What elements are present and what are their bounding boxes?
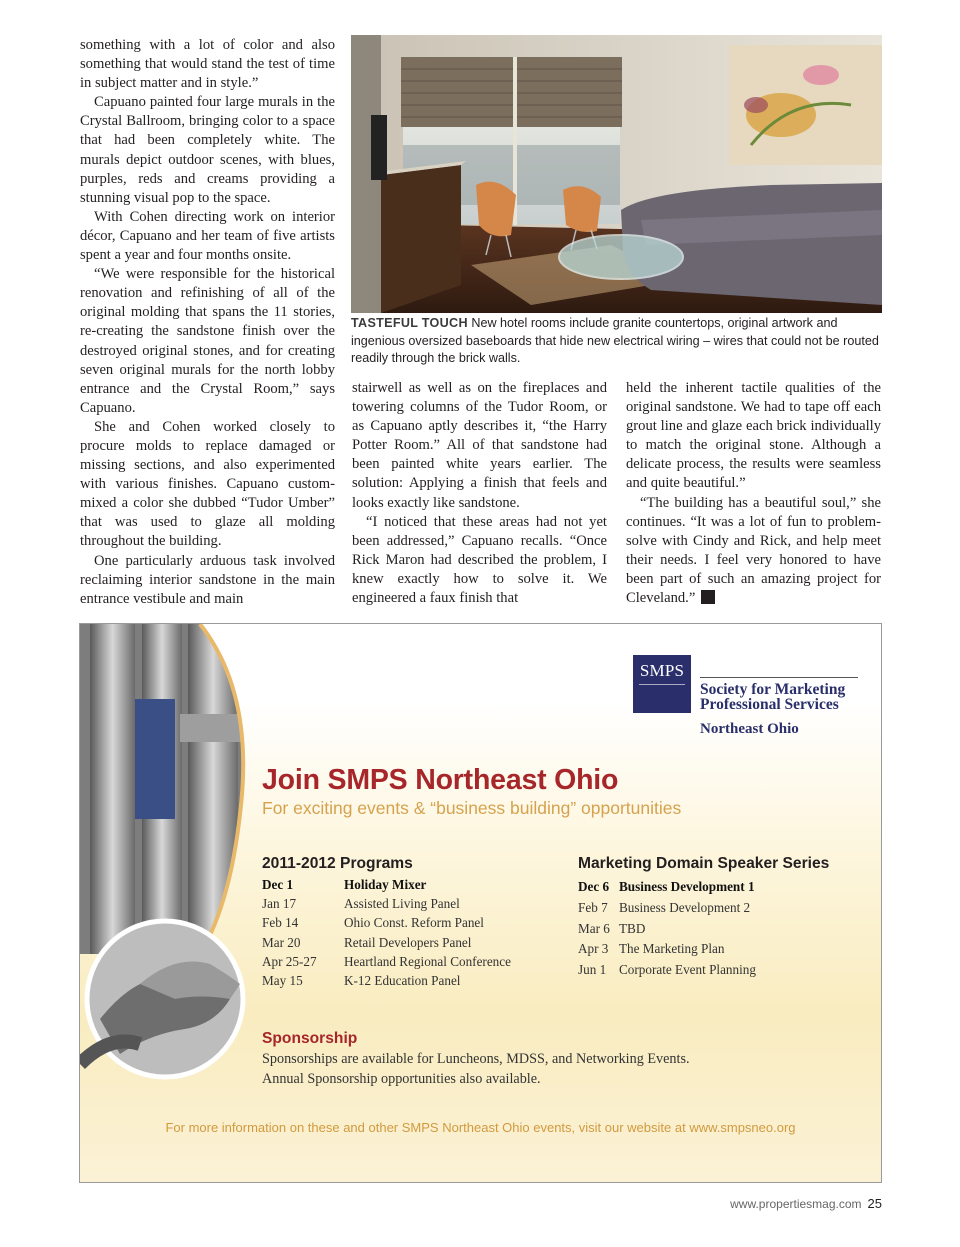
article-paragraph: She and Cohen worked closely to procure molds to replace damaged or missing sections, and also experimented with various finishes. Capuano custom-mixed a color she dubbed “Tudor Umber” that was used to glaze all molding throughout the building. bbox=[80, 418, 335, 550]
speaker-item bbox=[578, 939, 868, 960]
speaker-date: Dec 6 bbox=[578, 879, 610, 894]
org-name bbox=[700, 682, 845, 712]
speaker-event: Corporate Event Planning bbox=[619, 962, 756, 978]
smps-advertisement bbox=[79, 623, 882, 1183]
speaker-event: Business Development 1 bbox=[619, 879, 755, 894]
columns-handshake-art bbox=[80, 624, 280, 1182]
program-item bbox=[262, 913, 562, 932]
speaker-date: Apr 3 bbox=[578, 941, 609, 957]
page-number: 25 bbox=[867, 1196, 882, 1211]
photo-caption bbox=[351, 315, 882, 368]
speaker-event: TBD bbox=[619, 920, 646, 936]
article-paragraph: “We were responsible for the historical renovation and refinishing of all of the original molding that spans the 11 stories, re-creating the sandstone finish over the destroyed original stones, and for creating seven original murals for the north lobby entrance and the Crystal Room,” says Capuano. bbox=[80, 266, 335, 416]
speaker-series-list bbox=[578, 877, 868, 981]
hotel-room-photo bbox=[351, 35, 882, 313]
end-mark-icon: P bbox=[701, 590, 715, 604]
program-event: Heartland Regional Conference bbox=[344, 953, 511, 969]
org-name-line-1: Society for Marketing bbox=[700, 681, 846, 698]
program-event: Assisted Living Panel bbox=[344, 896, 460, 912]
program-event: Ohio Const. Reform Panel bbox=[344, 915, 484, 931]
page-footer bbox=[730, 1196, 882, 1211]
program-item bbox=[262, 952, 562, 971]
caption-lead: TASTEFUL TOUCH bbox=[351, 316, 468, 330]
sponsorship-line-2: Annual Sponsorship opportunities also available. bbox=[262, 1070, 541, 1087]
article-column-1 bbox=[80, 36, 335, 609]
ad-footer-info: For more information on these and other SMPS Northeast Ohio events, visit our website at www.smpsneo.org bbox=[165, 1120, 796, 1135]
program-event: K-12 Education Panel bbox=[344, 972, 461, 988]
program-date: May 15 bbox=[262, 972, 303, 988]
program-item bbox=[262, 933, 562, 952]
article-paragraph: Capuano painted four large murals in the Crystal Ballroom, bringing color to a space that had been completely white. The murals depict outdoor scenes, with blues, purples, reds and creams providing a stunning visual pop to the space. bbox=[80, 94, 335, 206]
speaker-item bbox=[578, 960, 868, 981]
article-paragraph: “I noticed that these areas had not yet been addressed,” Capuano recalls. “Once Rick Maron had described the problem, I knew exactly how to solve it. We engineered a faux finish that bbox=[352, 513, 607, 607]
program-date: Jan 17 bbox=[262, 896, 297, 912]
article-paragraph: One particularly arduous task involved reclaiming interior sandstone in the main entrance vestibule and main bbox=[80, 552, 335, 607]
speaker-item bbox=[578, 919, 868, 940]
speaker-date: Jun 1 bbox=[578, 962, 607, 978]
article-column-2 bbox=[352, 379, 607, 608]
caption-text: New hotel rooms include granite countertops, original artwork and ingenious oversized baseboards that hide new electrical wiring – wires that could not be routed readily through the brick walls. bbox=[351, 316, 879, 365]
speaker-event: Business Development 2 bbox=[619, 899, 751, 915]
sponsorship-title: Sponsorship bbox=[262, 1030, 358, 1047]
speaker-item bbox=[578, 898, 868, 919]
article-column-3 bbox=[626, 379, 881, 608]
smps-logo-text: SMPS bbox=[639, 661, 685, 680]
site-url: www.propertiesmag.com bbox=[730, 1197, 862, 1211]
article-paragraph: something with a lot of color and also something that would stand the test of time in subject matter and in style.” bbox=[80, 37, 335, 92]
smps-logo bbox=[633, 655, 691, 713]
program-item bbox=[262, 971, 562, 990]
program-date: Feb 14 bbox=[262, 915, 299, 931]
article-paragraph: held the inherent tactile qualities of the original sandstone. We had to tape off each grout line and glaze each brick individually to match the original stone. Although a delicate process, the results were seamless and quite beautiful.” bbox=[626, 380, 881, 492]
speaker-date: Feb 7 bbox=[578, 899, 608, 915]
speaker-event: The Marketing Plan bbox=[619, 941, 725, 957]
ad-headline: Join SMPS Northeast Ohio bbox=[262, 764, 619, 796]
sponsorship-text bbox=[262, 1050, 690, 1089]
hotel-room-illustration bbox=[351, 35, 882, 313]
logo-divider bbox=[639, 684, 685, 685]
program-item bbox=[262, 875, 562, 894]
program-event: Retail Developers Panel bbox=[344, 934, 472, 950]
closing-paragraph-text: “The building has a beautiful soul,” she continues. “It was a lot of fun to problem-solve with Cindy and Rick, and help meet their needs. I feel very honored to have been part of such an amazing project for Cleveland.” bbox=[626, 494, 881, 607]
article-paragraph: With Cohen directing work on interior décor, Capuano and her team of five artists spent a year and four months onsite. bbox=[80, 208, 335, 264]
program-date: Dec 1 bbox=[262, 877, 294, 892]
speaker-item bbox=[578, 877, 868, 898]
article-paragraph: stairwell as well as on the fireplaces and towering columns of the Tudor Room, or as Capuano aptly describes it, “the Harry Potter Room.” All of that sandstone had been painted white years earlier. The solution: Applying a finish that feels and looks exactly like sandstone. bbox=[352, 380, 607, 511]
org-region: Northeast Ohio bbox=[700, 721, 799, 737]
ad-subhead: For exciting events & “business building” opportunities bbox=[262, 798, 682, 818]
program-event: Holiday Mixer bbox=[344, 877, 427, 892]
org-name-line-2: Professional Services bbox=[700, 696, 839, 713]
program-item bbox=[262, 894, 562, 913]
speaker-date: Mar 6 bbox=[578, 920, 610, 936]
programs-list bbox=[262, 875, 562, 990]
program-date: Apr 25-27 bbox=[262, 953, 317, 969]
speaker-series-title: Marketing Domain Speaker Series bbox=[578, 855, 830, 872]
program-date: Mar 20 bbox=[262, 934, 301, 950]
sponsorship-line-1: Sponsorships are available for Luncheons, MDSS, and Networking Events. bbox=[262, 1051, 690, 1067]
org-name-rule bbox=[700, 677, 858, 678]
programs-title: 2011-2012 Programs bbox=[262, 855, 413, 872]
article-paragraph bbox=[626, 494, 881, 609]
